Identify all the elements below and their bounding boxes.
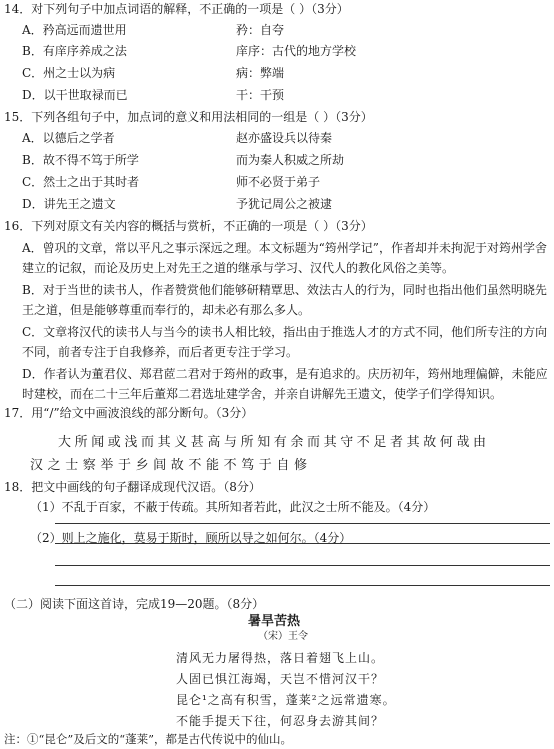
- answer-line: [55, 523, 550, 524]
- poem-note: 注：①“昆仑”及后文的“蓬莱”，都是古代传说中的仙山。: [4, 732, 293, 746]
- q14-option-c-explain: 病：弊端: [236, 66, 285, 80]
- q15-option-c: C．然士之出于其时者: [22, 175, 140, 189]
- q15-option-d: D．讲先王之遗文: [22, 197, 116, 211]
- answer-line: [55, 585, 550, 586]
- q17-passage-line-1: 大所闻或浅而其义甚高与所知有余而其守不足者其故何哉由: [58, 435, 490, 450]
- q15-option-c-compare: 师不必贤于弟子: [236, 175, 321, 189]
- q16-option-b: B．对于当世的读书人，作者赞赏他们能够研精覃思、效法古人的行为，同时也指出他们虽然明晓先王之道，但是能够尊重而奉行的，却未必有那么多人。: [22, 283, 547, 317]
- q14-stem: 14．对下列句子中加点词语的解释，不正确的一项是（ ）（3分）: [4, 2, 349, 16]
- q16-option-c: C．文章将汉代的读书人与当今的读书人相比较，指出由于推选人才的方式不同，他们所专注的方向不同，前者专注于自我修养，而后者更专注于学习。: [22, 325, 548, 359]
- q14-option-d-explain: 干：干预: [236, 88, 285, 102]
- poem-line-2: 人固已惧江海竭，天岂不惜河汉干？: [176, 672, 385, 686]
- q14-option-d: D．以干世取禄而已: [22, 88, 128, 102]
- answer-line: [55, 565, 550, 566]
- poem-line-4: 不能手提天下往，何忍身去游其间？: [176, 714, 385, 728]
- q18-sentence-2: （2）则上之施化，莫易于斯时，顾所以导之如何尔。（4分）: [30, 531, 352, 545]
- q15-option-a-compare: 赵亦盛设兵以待秦: [236, 131, 333, 145]
- q16-option-a: A．曾巩的文章，常以平凡之事示深远之理。本文标题为“筠州学记”，作者却并未拘泥于对筠州学舍建立的记叙，而论及历史上对先王之道的继承与学习、汉代人的教化风俗之美等。: [22, 241, 547, 275]
- q14-option-c: C．州之士以为病: [22, 66, 116, 80]
- q17-passage-line-2: 汉之士察举于乡闾故不能不笃于自修: [30, 458, 312, 473]
- poem-line-1: 清风无力屠得热，落日着翅飞上山。: [176, 651, 385, 665]
- q15-option-d-compare: 予犹记周公之被逮: [236, 197, 333, 211]
- q15-stem: 15．下列各组句子中，加点词的意义和用法相同的一组是（ ）（3分）: [4, 110, 373, 124]
- q18-stem: 18．把文中画线的句子翻译成现代汉语。（8分）: [4, 480, 261, 494]
- q17-stem: 17．用“/”给文中画波浪线的部分断句。（3分）: [4, 406, 254, 420]
- q16-stem: 16．下列对原文有关内容的概括与赏析，不正确的一项是（ ）（3分）: [4, 219, 373, 233]
- poem-title: 暑旱苦热: [248, 614, 301, 629]
- q16-option-d: D．作者认为董君仪、郑君茝二君对于筠州的政事，是有追求的。庆历初年，筠州地理偏僻，未能应时建校，而在二十三年后董郑二君选址建学舍，并亲自讲解先王遗文，使学子们学得知识。: [22, 367, 548, 401]
- q15-option-a: A．以德后之学者: [22, 131, 115, 145]
- poem-author: （宋）王令: [258, 631, 308, 642]
- poem-line-3: 昆仑¹之高有积雪，蓬莱²之远常遗寒。: [176, 693, 396, 707]
- q15-option-b-compare: 而为秦人积威之所劫: [236, 153, 345, 167]
- q14-option-b-explain: 庠序：古代的地方学校: [236, 44, 357, 58]
- section2-stem: （二）阅读下面这首诗，完成19—20题。（8分）: [4, 597, 265, 611]
- q14-option-b: B．有庠序养成之法: [22, 44, 127, 58]
- q15-option-b: B．故不得不笃于所学: [22, 153, 139, 167]
- q14-option-a-explain: 矜：自夸: [236, 23, 285, 37]
- q14-option-a: A．矜高远而遗世用: [22, 23, 127, 37]
- q18-sentence-1: （1）不乱于百家，不蔽于传疏。其所知者若此，此汉之士所不能及。（4分）: [30, 500, 436, 514]
